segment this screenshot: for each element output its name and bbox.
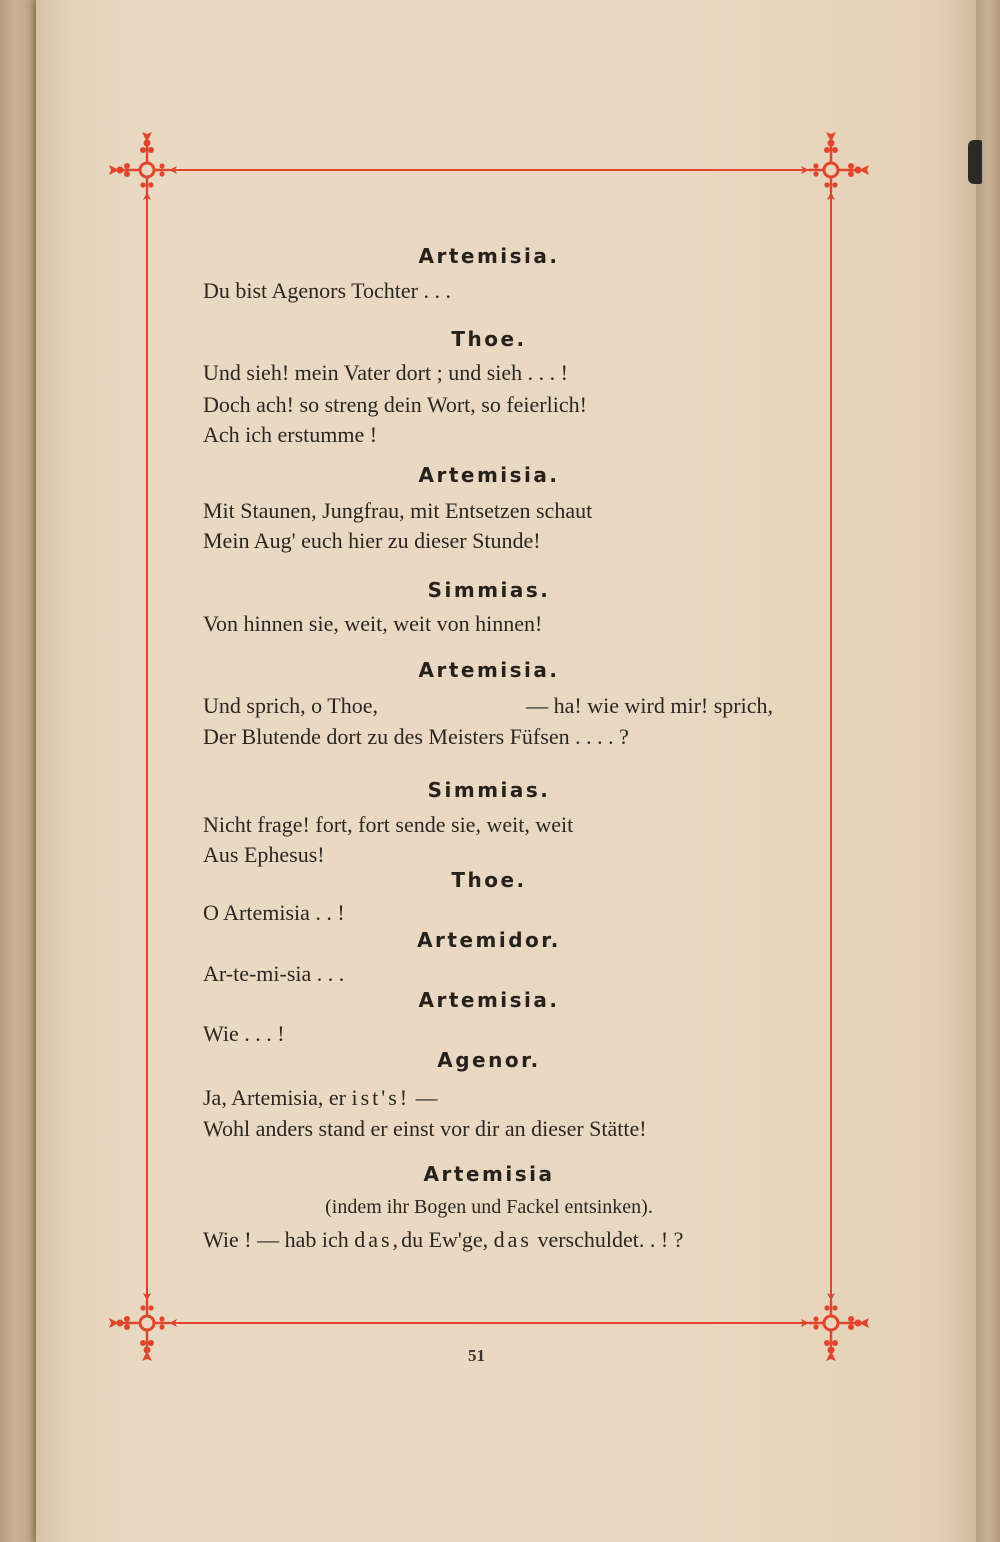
verse-line: Wie . . . ! bbox=[203, 1021, 285, 1046]
speaker-heading: Artemisia. bbox=[418, 658, 560, 682]
speaker-heading: Artemisia. bbox=[418, 244, 560, 268]
verse-line: Nicht frage! fort, fort sende sie, weit, weit bbox=[203, 812, 574, 837]
verse-fragment: Ja, Artemisia, er bbox=[203, 1085, 346, 1110]
emphasized-word: das bbox=[493, 1227, 532, 1252]
verse-line: Mit Staunen, Jungfrau, mit Entsetzen schaut bbox=[203, 498, 593, 523]
stage-direction: (indem ihr Bogen und Fackel entsinken). bbox=[325, 1196, 653, 1218]
emphasized-word: das, bbox=[354, 1227, 402, 1252]
speaker-heading: Artemidor. bbox=[417, 928, 561, 952]
speaker-heading: Thoe. bbox=[451, 868, 527, 892]
emphasized-word: ist's! bbox=[351, 1085, 411, 1110]
verse-line: Du bist Agenors Tochter . . . bbox=[203, 278, 451, 303]
verse-fragment: Und sprich, o Thoe, bbox=[203, 693, 378, 718]
verse-line bbox=[203, 1084, 438, 1112]
verse-line: Ar-te-mi-sia . . . bbox=[203, 961, 345, 986]
verse-fragment: du Ew'ge, bbox=[401, 1227, 489, 1252]
speaker-heading: Agenor. bbox=[437, 1048, 541, 1072]
verse-line: Und sieh! mein Vater dort ; und sieh . . . ! bbox=[203, 360, 568, 385]
verse-line: Aus Ephesus! bbox=[203, 842, 325, 867]
verse-line: Ach ich erstumme ! bbox=[203, 422, 378, 447]
verse-line: O Artemisia . . ! bbox=[203, 900, 345, 925]
verse-fragment: Wie ! — hab ich bbox=[203, 1227, 349, 1252]
verse-line bbox=[203, 1226, 683, 1254]
page-number: 51 bbox=[468, 1346, 485, 1365]
speaker-heading: Thoe. bbox=[451, 327, 527, 351]
verse-fragment: verschuldet. . ! ? bbox=[537, 1227, 684, 1252]
speaker-heading: Simmias. bbox=[427, 778, 551, 802]
verse-fragment: — bbox=[415, 1085, 438, 1110]
verse-fragment: — ha! wie wird mir! sprich, bbox=[526, 693, 773, 718]
verse-line: Der Blutende dort zu des Meisters Füfsen . . . . ? bbox=[203, 724, 629, 749]
verse-line: Wohl anders stand er einst vor dir an dieser Stätte! bbox=[203, 1116, 647, 1141]
verse-line: Von hinnen sie, weit, weit von hinnen! bbox=[203, 611, 543, 636]
speaker-heading: Simmias. bbox=[427, 578, 551, 602]
speaker-heading: Artemisia. bbox=[418, 988, 560, 1012]
speaker-heading: Artemisia. bbox=[418, 463, 560, 487]
verse-line: Mein Aug' euch hier zu dieser Stunde! bbox=[203, 528, 541, 553]
speaker-heading: Artemisia bbox=[423, 1162, 555, 1186]
verse-line: Doch ach! so streng dein Wort, so feierlich! bbox=[203, 392, 587, 417]
verse-line bbox=[203, 692, 773, 720]
